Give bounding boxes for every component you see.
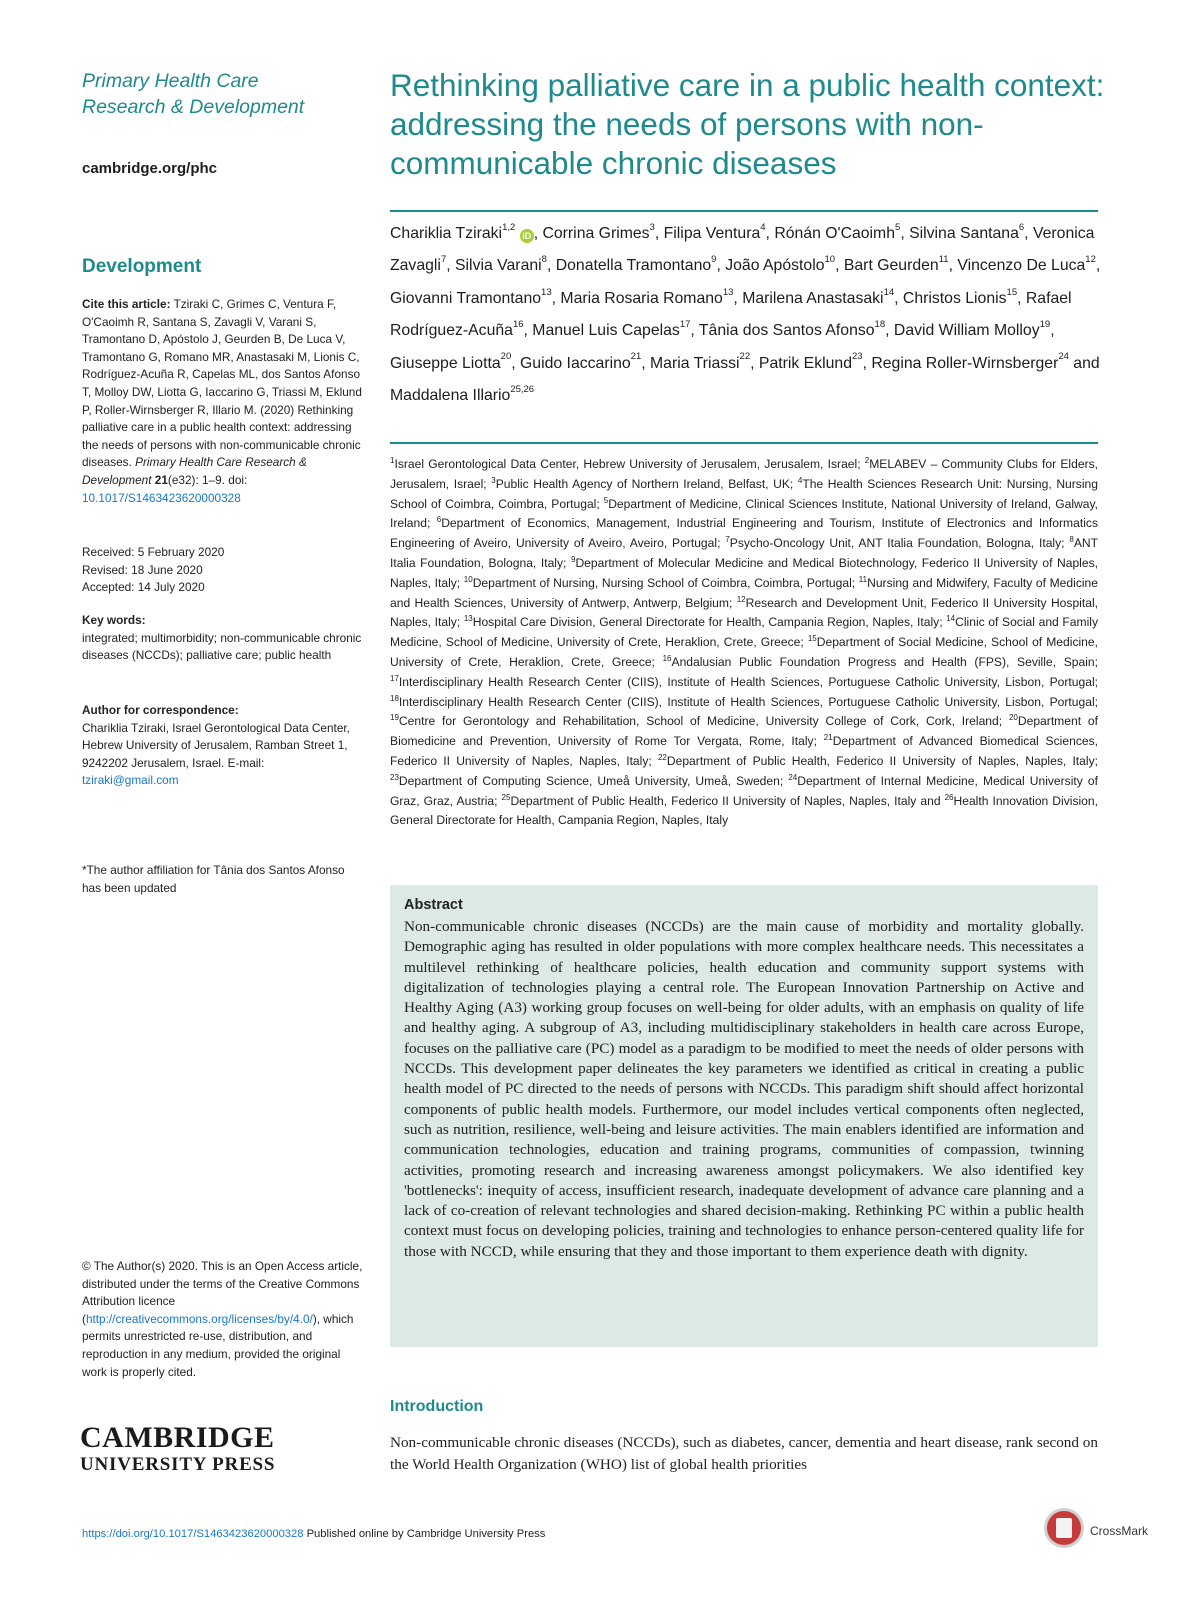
affiliation-number: 18 bbox=[390, 693, 399, 703]
author-name: Maria Triassi bbox=[650, 354, 740, 372]
author-affiliation-mark: 1,2 bbox=[502, 221, 516, 233]
author-name: Giovanni Tramontano bbox=[390, 289, 542, 307]
accepted-date: Accepted: 14 July 2020 bbox=[82, 580, 205, 595]
affiliation-number: 23 bbox=[390, 772, 399, 782]
citation-volume: 21 bbox=[151, 472, 168, 487]
author-affiliation-mark: 11 bbox=[938, 254, 949, 266]
affiliation-text: Interdisciplinary Health Research Center (CIIS), Institute of Health Sciences, Portuguese Catholic University, Lisbon, Portugal; bbox=[398, 674, 1098, 689]
affiliation-number: 7 bbox=[725, 535, 730, 545]
affiliation-text: Public Health Agency of Northern Ireland, Belfast, UK; bbox=[495, 476, 798, 491]
author-name: Veronica Zavagli bbox=[390, 225, 1095, 275]
affiliation-number: 6 bbox=[436, 515, 442, 525]
affiliation-text: Department of Social Medicine, School of Medicine, University of Crete, Heraklion, Crete, Greece; bbox=[390, 635, 1098, 669]
author-name: Rafael Rodríguez-Acuña bbox=[390, 289, 1072, 340]
author-affiliation-mark: 13 bbox=[541, 286, 552, 298]
author-name: Maddalena Illario bbox=[390, 387, 511, 405]
affiliation-text: Department of Biomedicine and Prevention, University of Rome Tor Vergata, Rome, Italy; bbox=[390, 714, 1098, 749]
footer-text: Published online by Cambridge University Press bbox=[303, 1528, 546, 1540]
affiliation-text: Israel Gerontological Data Center, Hebrew University of Jerusalem, Jerusalem, Israel; bbox=[394, 457, 865, 471]
author-affiliation-mark: 3 bbox=[649, 221, 655, 233]
author-separator: , bbox=[716, 257, 726, 275]
affiliation-number: 14 bbox=[946, 614, 956, 624]
affiliation-number: 8 bbox=[1069, 535, 1074, 545]
affiliation-text: Andalusian Public Foundation Progress and Health (FPS), Seville, Spain; bbox=[671, 654, 1098, 669]
affiliation-number: 2 bbox=[864, 455, 870, 465]
author-affiliation-mark: 24 bbox=[1058, 351, 1069, 363]
keywords-block bbox=[82, 612, 364, 665]
affiliation-text: Department of Nursing, Nursing School of Coimbra, Coimbra, Portugal; bbox=[472, 575, 859, 590]
author-separator: and bbox=[1068, 354, 1100, 372]
affiliation-text: Department of Medicine, Clinical Sciences Institute, National University of Ireland, Galway, Ireland; bbox=[390, 496, 1098, 531]
author-affiliation-mark: 4 bbox=[760, 221, 766, 233]
correspondence-text: Chariklia Tziraki, Israel Gerontological Data Center, Hebrew University of Jerusalem, Ramban Street 1, 9242202 Jerusalem, Israel. bbox=[82, 720, 350, 770]
author-separator: , bbox=[885, 322, 894, 340]
affiliation-number: 15 bbox=[807, 634, 817, 644]
affiliation-text: Nursing and Midwifery, Faculty of Medicine and Health Sciences, University of Antwerp, Antwerp, Belgium; bbox=[390, 575, 1099, 610]
license-text-end: ), which permits unrestricted re-use, distribution, and reproduction in any medium, provided the original work is properly cited. bbox=[82, 1311, 354, 1379]
divider bbox=[390, 210, 1098, 212]
affiliation-text: Psycho-Oncology Unit, ANT Italia Foundation, Bologna, Italy; bbox=[729, 536, 1070, 551]
affiliation-text: Department of Public Health, Federico II University of Naples, Naples, Italy; bbox=[666, 753, 1098, 768]
correspondence-block bbox=[82, 702, 364, 790]
email-label: E-mail: bbox=[227, 755, 265, 770]
abstract-heading: Abstract bbox=[404, 897, 463, 913]
keywords-label: Key words: bbox=[82, 613, 146, 627]
citation-text: Tziraki C, Grimes C, Ventura F, O'Caoimh R, Santana S, Zavagli V, Varani S, Tramontano D, Apóstolo J, Geurden B, De Luca V, Tramontano G, Romano MR, Anastasaki M, Lionis C, Rodríguez-Acuña R, Capelas ML, dos Santos Afonso T, Molloy DW, Liotta G, Iaccarino G, Triassi M, Eklund P, Roller-Wirnsberger R, Illario M. (2020) Rethinking palliative care in a public health context: addressing the needs of persons with non-communicable chronic diseases. bbox=[82, 297, 362, 470]
affiliation-text: Centre for Gerontology and Rehabilitation, School of Medicine, University College of Cork, Cork, Ireland; bbox=[398, 714, 1009, 729]
author-separator: , bbox=[1050, 322, 1055, 340]
publisher-logo-line1: CAMBRIDGE bbox=[80, 1421, 275, 1454]
author-name: Chariklia Tziraki bbox=[390, 225, 503, 242]
author-affiliation-mark: 13 bbox=[722, 286, 734, 298]
author-name: Manuel Luis Capelas bbox=[532, 322, 680, 340]
author-separator: , bbox=[750, 354, 759, 372]
citation-label: Cite this article: bbox=[82, 297, 171, 311]
author-separator: , bbox=[641, 354, 651, 372]
author-separator: , bbox=[690, 322, 699, 340]
affiliation-text: The Health Sciences Research Unit: Nursing, Nursing School of Coimbra, Coimbra, Portugal; bbox=[390, 476, 1098, 511]
author-separator: , bbox=[733, 289, 743, 307]
author-affiliation-mark: 19 bbox=[1039, 318, 1051, 330]
author-affiliation-mark: 16 bbox=[512, 318, 524, 330]
keywords-text: integrated; multimorbidity; non-communicable chronic diseases (NCCDs); palliative care; public health bbox=[82, 630, 362, 663]
page-footer bbox=[82, 1528, 545, 1540]
author-name: Tânia dos Santos Afonso bbox=[698, 322, 875, 340]
affiliation-text: Department of Advanced Biomedical Sciences, Federico II University of Naples, Naples, Italy; bbox=[390, 734, 1098, 768]
author-name: Bart Geurden bbox=[843, 257, 939, 275]
author-name: Silvia Varani bbox=[455, 257, 542, 275]
revised-date: Revised: 18 June 2020 bbox=[82, 562, 203, 577]
abstract-box bbox=[390, 885, 1098, 1347]
author-affiliation-mark: 15 bbox=[1006, 286, 1018, 298]
author-name: Vincenzo De Luca bbox=[957, 257, 1086, 275]
author-name: Christos Lionis bbox=[902, 289, 1007, 307]
author-name: Silvina Santana bbox=[909, 225, 1019, 242]
affiliations bbox=[390, 455, 1098, 831]
email-link[interactable]: tziraki@gmail.com bbox=[82, 773, 179, 788]
affiliation-number: 16 bbox=[662, 653, 672, 663]
affiliation-number: 20 bbox=[1008, 713, 1018, 723]
author-list bbox=[390, 218, 1110, 412]
author-separator: , bbox=[1095, 257, 1101, 275]
affiliation-number: 26 bbox=[944, 792, 954, 802]
author-affiliation-mark: 21 bbox=[630, 351, 642, 363]
author-separator: , bbox=[654, 225, 664, 242]
author-affiliation-mark: 18 bbox=[874, 318, 886, 330]
introduction-heading: Introduction bbox=[390, 1398, 484, 1415]
affiliation-text: Research and Development Unit, Federico II University Hospital, Naples, Italy; bbox=[390, 595, 1098, 630]
affiliation-number: 24 bbox=[788, 772, 798, 782]
author-name: Maria Rosaria Romano bbox=[560, 289, 723, 307]
author-separator: , bbox=[894, 289, 903, 307]
correspondence-label: Author for correspondence: bbox=[82, 703, 239, 717]
author-name: Donatella Tramontano bbox=[555, 257, 712, 275]
author-affiliation-mark: 5 bbox=[895, 221, 901, 233]
affiliation-number: 5 bbox=[603, 495, 609, 505]
article-title: Rethinking palliative care in a public health context: addressing the needs of persons with non-communicable chronic diseases bbox=[390, 67, 1105, 181]
affiliation-text: MELABEV – Community Clubs for Elders, Jerusalem, Israel; bbox=[390, 457, 1098, 491]
author-separator: , bbox=[765, 225, 775, 242]
affiliation-text: Department of Public Health, Federico II University of Naples, Naples, Italy and bbox=[510, 793, 945, 808]
publisher-logo-line2: UNIVERSITY PRESS bbox=[80, 1454, 276, 1475]
author-name: João Apóstolo bbox=[725, 257, 825, 275]
received-date: Received: 5 February 2020 bbox=[82, 545, 225, 559]
affiliation-number: 1 bbox=[390, 455, 395, 465]
affiliation-text: Interdisciplinary Health Research Center (CIIS), Institute of Health Sciences, Portuguese Catholic University, Lisbon, Portugal; bbox=[398, 694, 1098, 709]
author-affiliation-mark: 20 bbox=[500, 351, 512, 363]
author-affiliation-mark: 17 bbox=[679, 318, 691, 330]
author-separator: , bbox=[900, 225, 910, 242]
author-affiliation-mark: 14 bbox=[883, 286, 895, 298]
article-section: Development bbox=[82, 256, 202, 277]
author-name: Corrina Grimes bbox=[542, 225, 650, 242]
divider bbox=[390, 442, 1098, 444]
citation-doi-link[interactable]: 10.1017/S1463423620000328 bbox=[82, 490, 241, 505]
orcid-icon[interactable]: iD bbox=[520, 229, 534, 243]
author-name: Rónán O'Caoimh bbox=[774, 225, 896, 242]
author-separator: , bbox=[1017, 289, 1026, 307]
affiliation-number: 25 bbox=[501, 792, 511, 802]
affiliation-number: 11 bbox=[858, 574, 868, 584]
affiliation-number: 3 bbox=[491, 475, 496, 485]
author-separator: , bbox=[862, 354, 872, 372]
author-separator: , bbox=[1024, 225, 1033, 242]
author-separator: , bbox=[533, 225, 543, 242]
author-separator: , bbox=[948, 257, 958, 275]
affiliation-text: Clinic of Social and Family Medicine, School of Medicine, University of Crete, Heraklion, Crete, Greece; bbox=[390, 615, 1099, 650]
author-separator: , bbox=[546, 257, 556, 275]
author-affiliation-mark: 7 bbox=[440, 254, 447, 266]
introduction-text: Non-communicable chronic diseases (NCCDs), such as diabetes, cancer, dementia and heart disease, rank second on the World Health Organization (WHO) list of global health priorities bbox=[390, 1434, 1098, 1473]
affiliation-number: 19 bbox=[390, 713, 399, 723]
article-dates bbox=[82, 544, 364, 597]
author-affiliation-mark: 25,26 bbox=[510, 383, 535, 395]
author-affiliation-mark: 9 bbox=[711, 254, 717, 266]
affiliation-text: Department of Computing Science, Umeå University, Umeå, Sweden; bbox=[398, 773, 789, 788]
affiliation-text: Hospital Care Division, General Directorate for Health, Campania Region, Naples, Italy; bbox=[472, 615, 947, 630]
author-affiliation-mark: 10 bbox=[824, 254, 836, 266]
license-link[interactable]: http://creativecommons.org/licenses/by/4.0/ bbox=[85, 1311, 313, 1326]
author-separator: , bbox=[835, 257, 844, 275]
affiliation-number: 17 bbox=[390, 673, 399, 683]
author-name: Giuseppe Liotta bbox=[390, 354, 501, 372]
author-name: Patrik Eklund bbox=[758, 354, 852, 372]
affiliation-number: 9 bbox=[570, 554, 576, 564]
author-separator: , bbox=[523, 322, 533, 340]
author-separator: , bbox=[551, 289, 561, 307]
affiliation-text: Department of Economics, Management, Industrial Engineering and Tourism, Institute of Electronics and Informatics Engineering of Aveiro, University of Aveiro, Aveiro, Portugal; bbox=[390, 516, 1098, 551]
author-separator: , bbox=[446, 257, 456, 275]
author-name: David William Molloy bbox=[893, 322, 1040, 340]
author-affiliation-mark: 6 bbox=[1018, 221, 1025, 233]
author-separator: , bbox=[511, 354, 521, 372]
footer-doi-link[interactable]: https://doi.org/10.1017/S1463423620000328 bbox=[82, 1528, 304, 1540]
license-block bbox=[82, 1258, 364, 1381]
affiliation-number: 4 bbox=[797, 475, 803, 485]
affiliation-text: Department of Molecular Medicine and Medical Biotechnology, Federico II University of Naples, Naples, Italy; bbox=[390, 555, 1099, 590]
affiliation-number: 13 bbox=[463, 614, 473, 624]
author-affiliation-mark: 8 bbox=[541, 254, 547, 266]
affiliation-number: 22 bbox=[657, 752, 667, 762]
citation-block bbox=[82, 296, 364, 507]
affiliation-text: Department of Internal Medicine, Medical University of Graz, Graz, Austria; bbox=[390, 773, 1099, 808]
affiliation-number: 21 bbox=[823, 733, 833, 743]
author-affiliation-mark: 22 bbox=[739, 351, 751, 363]
affiliation-number: 10 bbox=[463, 574, 473, 584]
crossmark-icon[interactable] bbox=[1044, 1508, 1084, 1548]
author-name: Guido Iaccarino bbox=[520, 354, 631, 372]
journal-name-line1: Primary Health Care bbox=[82, 70, 259, 92]
affiliation-text: Health Innovation Division, General Directorate for Health, Campania Region, Naples, Italy bbox=[390, 793, 1098, 828]
author-affiliation-mark: 23 bbox=[851, 351, 863, 363]
crossmark-label[interactable]: CrossMark bbox=[1090, 1524, 1149, 1538]
abstract-text: Non-communicable chronic diseases (NCCDs) are the main cause of morbidity and mortality globally. Demographic aging has resulted in older populations with more complex healthcare needs. This necessitates a multilevel rethinking of healthcare policies, health education and community support systems with digitalization of technologies playing a central role. The European Innovation Partnership on Active and Healthy Aging (A3) working group focuses on well-being for older adults, with an emphasis on quality of life and healthy aging. A subgroup of A3, including multidisciplinary stakeholders in health care across Europe, focuses on the palliative care (PC) model as a paradigm to be modified to meet the needs of older persons with NCCDs. This development paper delineates the key parameters we identified as critical in creating a public health model of PC directed to the needs of persons with NCCDs. This paradigm shift should affect horizontal components of public health models. Furthermore, our model includes vertical components often neglected, such as nutrition, resilience, well-being and leisure activities. The main enablers identified are information and communication technologies, education and training programs, communities of compassion, twinning activities, promoting research and increasing awareness amongst policymakers. We also identified key 'bottlenecks': inequity of access, insufficient research, inadequate development of advance care planning and a lack of co-creation of relevant technologies and shared decision-making. Rethinking PC within a public health context must focus on developing policies, training and technologies to enhance person-centered quality life for those with NCCD, while ensuring that they and those important to them experience death with dignity. bbox=[404, 918, 1084, 1260]
license-text: © The Author(s) 2020. This is an Open Access article, distributed under the terms of the Creative Commons Attribution licence ( bbox=[82, 1259, 363, 1326]
publisher-logo bbox=[80, 1422, 320, 1476]
affiliation-text: ANT Italia Foundation, Bologna, Italy; bbox=[390, 536, 1099, 570]
journal-name bbox=[82, 68, 362, 120]
affiliation-number: 12 bbox=[736, 594, 746, 604]
journal-site-link[interactable]: cambridge.org/phc bbox=[82, 160, 218, 177]
author-name: Filipa Ventura bbox=[663, 225, 761, 242]
journal-name-line2: Research & Development bbox=[82, 96, 305, 118]
citation-pages: (e32): 1–9. doi: bbox=[167, 472, 248, 487]
author-name: Marilena Anastasaki bbox=[742, 289, 884, 307]
author-affiliation-mark: 12 bbox=[1085, 254, 1096, 266]
author-name: Regina Roller-Wirnsberger bbox=[871, 354, 1059, 372]
affiliation-note: *The author affiliation for Tânia dos Santos Afonso has been updated bbox=[82, 863, 345, 895]
citation-journal: Primary Health Care Research & Development bbox=[82, 455, 307, 487]
